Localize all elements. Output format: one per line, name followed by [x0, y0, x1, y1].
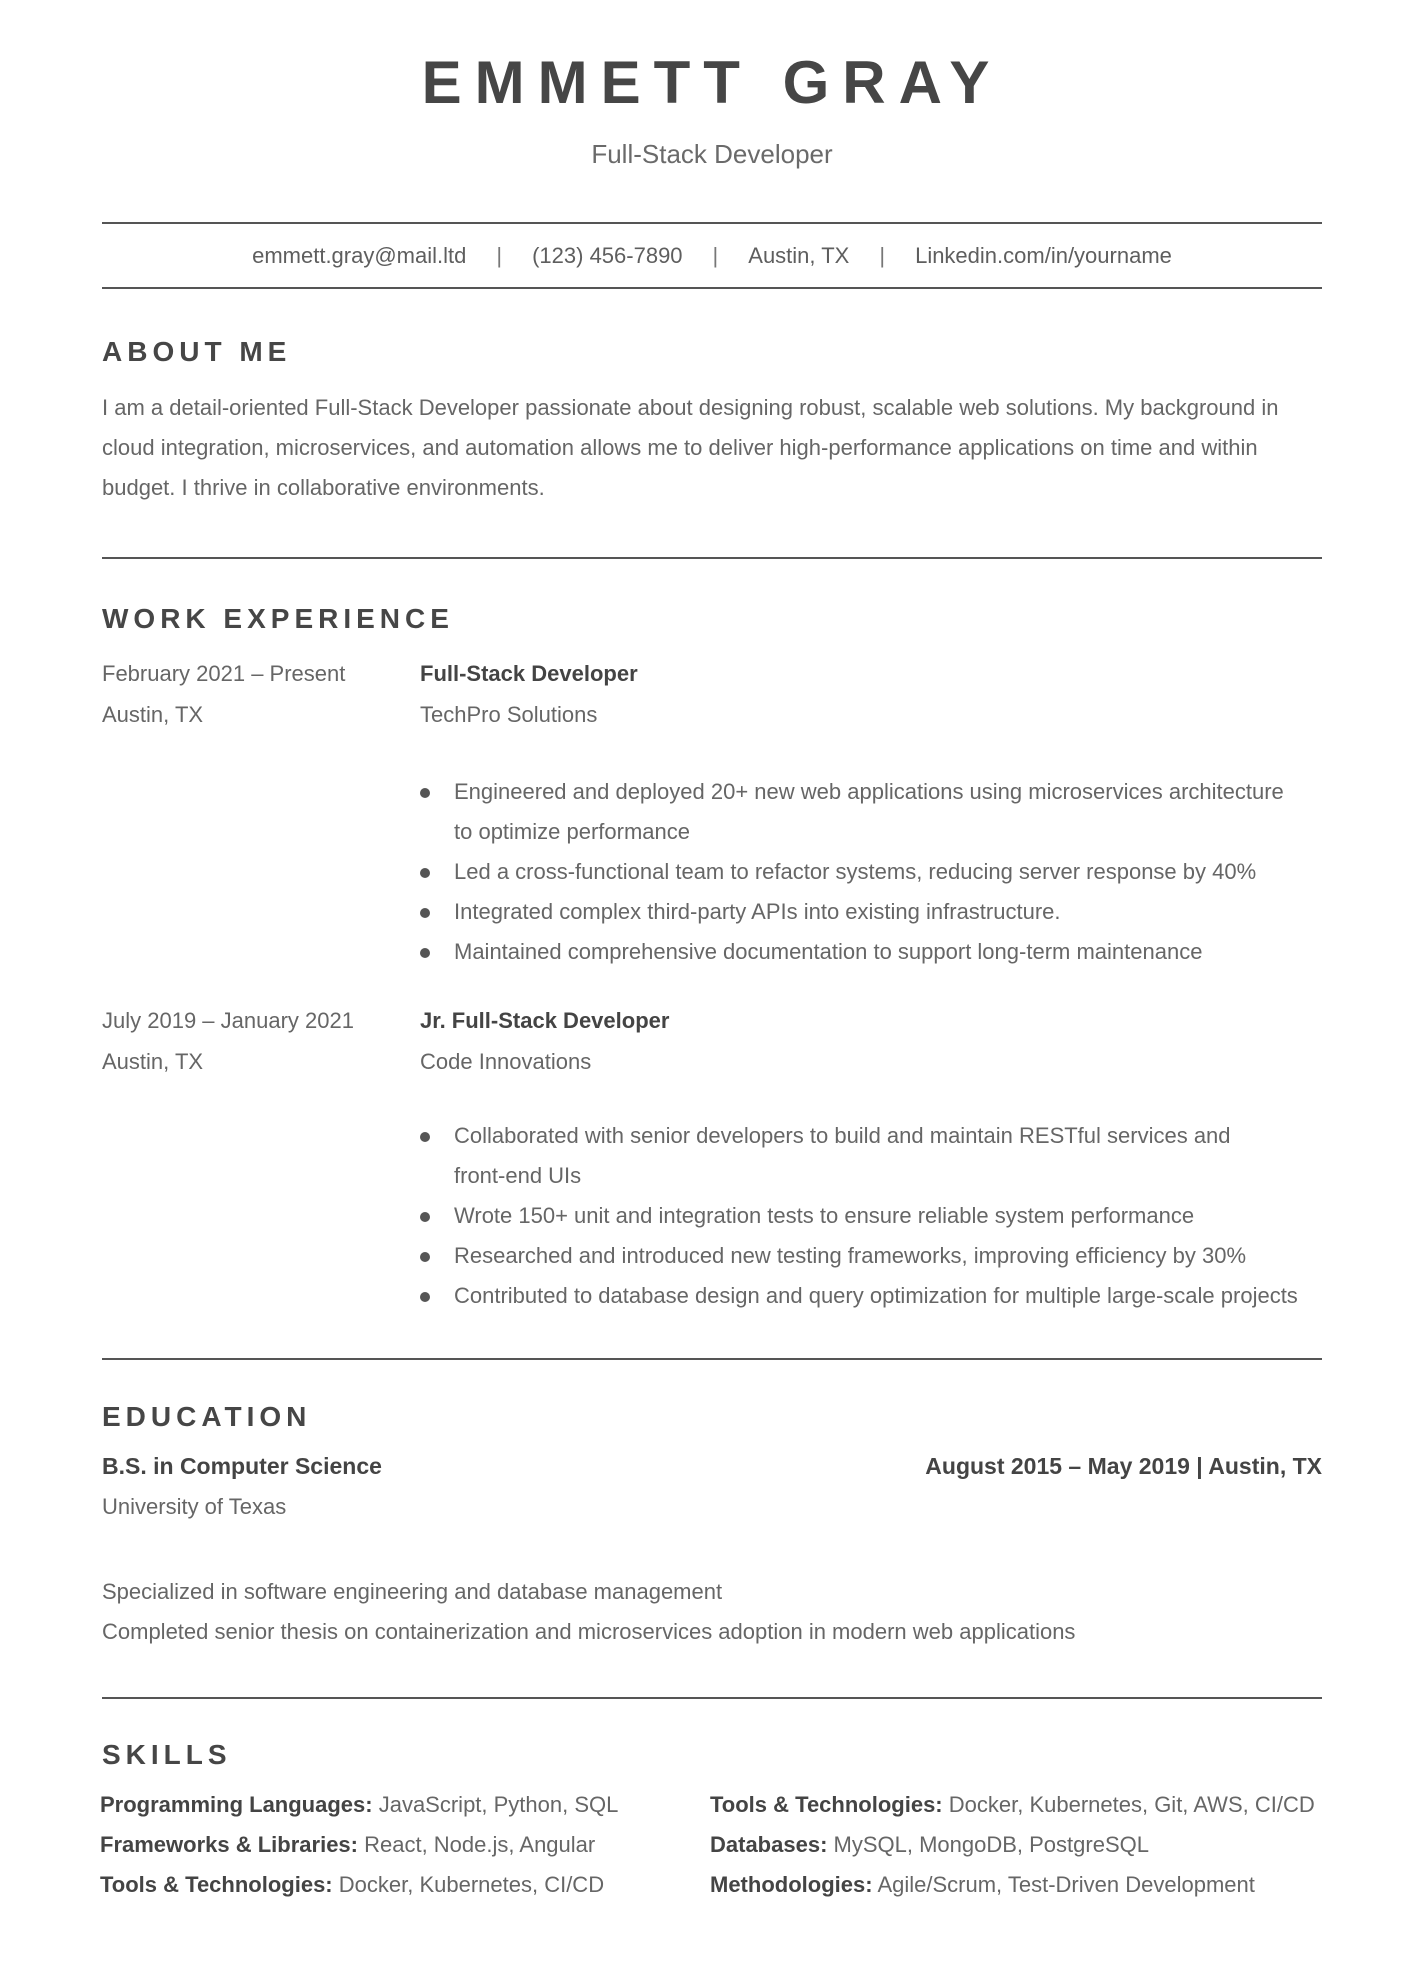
contact-location: Austin, TX: [748, 243, 850, 268]
skill-row: [100, 1865, 618, 1905]
skill-label: Frameworks & Libraries:: [100, 1832, 358, 1857]
education-degree: B.S. in Computer Science: [102, 1453, 382, 1479]
about-line: budget. I thrive in collaborative environments.: [102, 475, 545, 500]
skill-value: Docker, Kubernetes, Git, AWS, CI/CD: [942, 1792, 1315, 1817]
job-dates: February 2021 – Present: [102, 661, 346, 686]
bullet-icon: [420, 1132, 430, 1142]
list-item: Maintained comprehensive documentation to support long-term maintenance: [420, 932, 1340, 972]
job-location: Austin, TX: [102, 1049, 204, 1074]
job-title: Jr. Full-Stack Developer: [420, 1008, 670, 1033]
skill-value: Docker, Kubernetes, CI/CD: [332, 1872, 605, 1897]
list-item: Wrote 150+ unit and integration tests to ensure reliable system performance: [420, 1196, 1340, 1236]
skills-heading: SKILLS: [102, 1739, 232, 1770]
education-dates: August 2015 – May 2019 | Austin, TX: [925, 1453, 1322, 1479]
education-note: Specialized in software engineering and database management: [102, 1579, 723, 1604]
skill-value: React, Node.js, Angular: [357, 1832, 596, 1857]
about-heading: ABOUT ME: [102, 336, 292, 367]
list-item: Researched and introduced new testing frameworks, improving efficiency by 30%: [420, 1236, 1340, 1276]
education-heading: EDUCATION: [102, 1401, 312, 1432]
about-line: I am a detail-oriented Full-Stack Developer passionate about designing robust, scalable web solutions. My background in: [102, 395, 1279, 420]
job-location: Austin, TX: [102, 702, 204, 727]
skill-label: Tools & Technologies:: [710, 1792, 943, 1817]
contact-separator: |: [496, 243, 503, 268]
contact-phone[interactable]: (123) 456-7890: [532, 243, 683, 268]
bullet-icon: [420, 948, 430, 958]
divider: [102, 557, 1322, 559]
skill-row: [710, 1865, 1315, 1905]
skills-column-left: [100, 1785, 618, 1905]
list-item: Engineered and deployed 20+ new web applications using microservices architecture: [420, 772, 1340, 812]
divider: [102, 1697, 1322, 1699]
list-item: Contributed to database design and query optimization for multiple large-scale projects: [420, 1276, 1340, 1316]
list-item-continuation: to optimize performance: [454, 819, 690, 844]
contact-separator: |: [879, 243, 886, 268]
skill-value: JavaScript, Python, SQL: [372, 1792, 619, 1817]
skill-row: [100, 1825, 618, 1865]
divider: [102, 287, 1322, 289]
bullet-icon: [420, 1252, 430, 1262]
skill-label: Tools & Technologies:: [100, 1872, 333, 1897]
contact-separator: |: [712, 243, 719, 268]
divider: [102, 222, 1322, 224]
contact-bar: [102, 239, 1322, 273]
bullet-icon: [420, 1212, 430, 1222]
skill-value: Agile/Scrum, Test-Driven Development: [872, 1872, 1255, 1897]
divider: [102, 1358, 1322, 1360]
about-text: [102, 388, 1322, 508]
list-item: Integrated complex third-party APIs into existing infrastructure.: [420, 892, 1340, 932]
bullet-icon: [420, 868, 430, 878]
job-dates: July 2019 – January 2021: [102, 1008, 354, 1033]
contact-email[interactable]: emmett.gray@mail.ltd: [252, 243, 467, 268]
bullet-icon: [420, 788, 430, 798]
candidate-name: EMMETT GRAY: [421, 49, 1003, 116]
skill-label: Programming Languages:: [100, 1792, 373, 1817]
skills-column-right: [710, 1785, 1315, 1905]
about-line: cloud integration, microservices, and automation allows me to deliver high-performance applications on time and within: [102, 435, 1258, 460]
skill-value: MySQL, MongoDB, PostgreSQL: [827, 1832, 1149, 1857]
list-item: Collaborated with senior developers to build and maintain RESTful services and: [420, 1116, 1340, 1156]
skill-label: Databases:: [710, 1832, 828, 1857]
list-item-continuation: front-end UIs: [454, 1163, 582, 1188]
education-notes: [102, 1572, 1075, 1652]
education-note: Completed senior thesis on containerization and microservices adoption in modern web applications: [102, 1619, 1076, 1644]
skill-label: Methodologies:: [710, 1872, 873, 1897]
education-school: University of Texas: [102, 1494, 287, 1519]
bullet-icon: [420, 908, 430, 918]
work-heading: WORK EXPERIENCE: [102, 603, 454, 634]
list-item: Led a cross-functional team to refactor systems, reducing server response by 40%: [420, 852, 1340, 892]
candidate-role: Full-Stack Developer: [591, 139, 833, 169]
job-title: Full-Stack Developer: [420, 661, 638, 686]
job-company: Code Innovations: [420, 1049, 592, 1074]
skill-row: [100, 1785, 618, 1825]
job-company: TechPro Solutions: [420, 702, 598, 727]
job-bullets: [420, 772, 1340, 972]
contact-linkedin[interactable]: Linkedin.com/in/yourname: [915, 243, 1172, 268]
bullet-icon: [420, 1292, 430, 1302]
skill-row: [710, 1785, 1315, 1825]
skill-row: [710, 1825, 1315, 1865]
job-bullets: [420, 1116, 1340, 1316]
